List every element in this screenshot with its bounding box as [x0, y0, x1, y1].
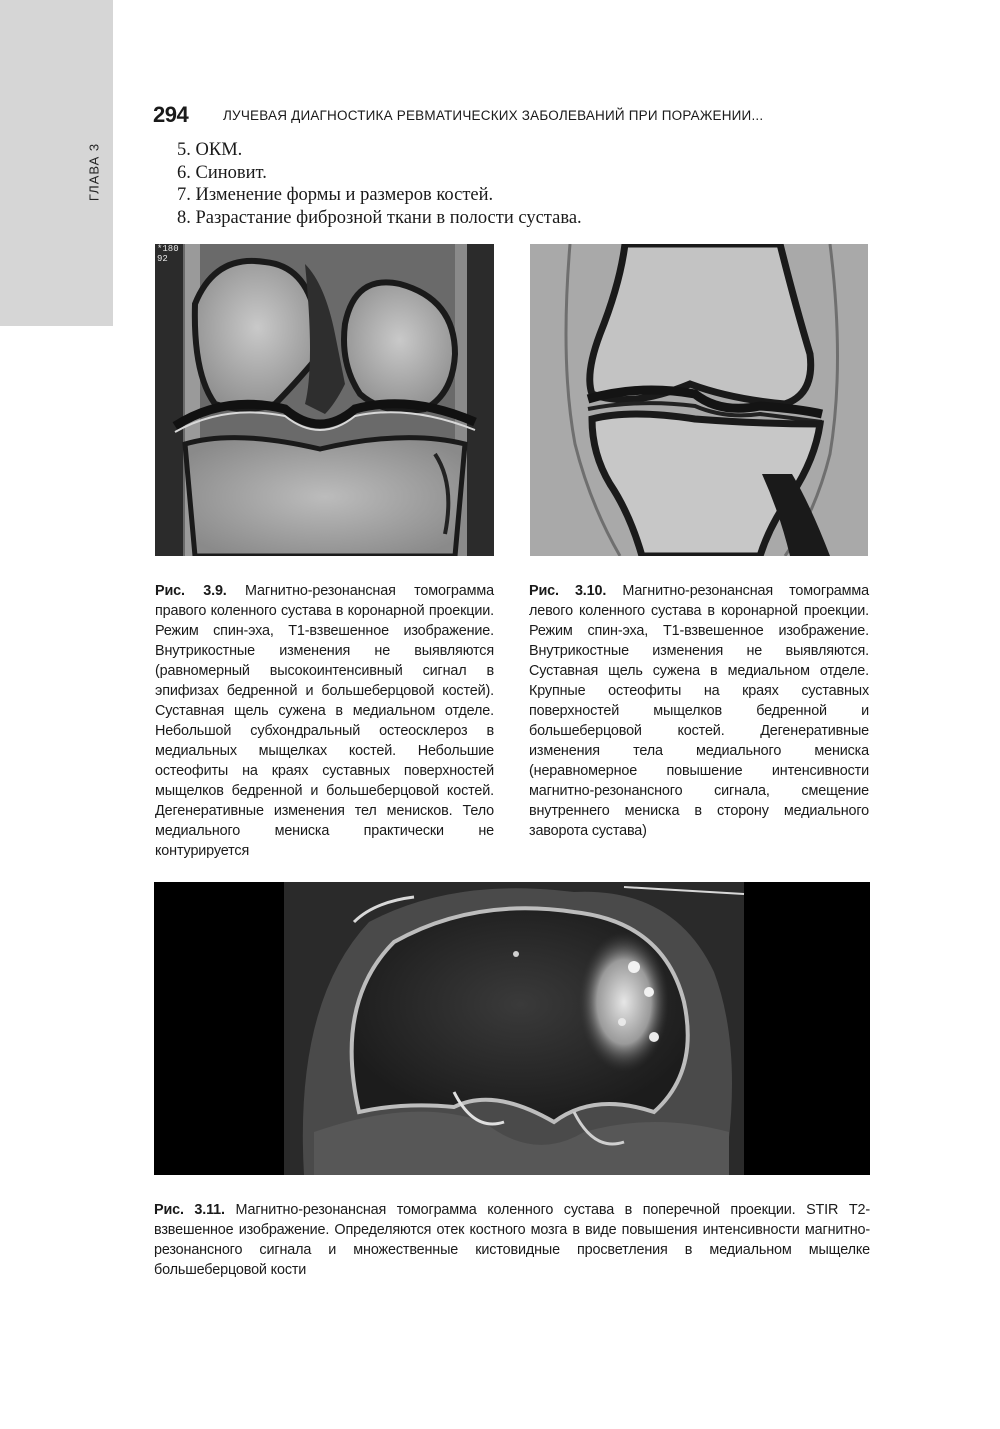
- list-item: 5. ОКМ.: [177, 140, 243, 160]
- mri-image-fig-3-11: [154, 882, 870, 1175]
- mri-image-fig-3-10: [530, 244, 868, 556]
- mri-knee-axial: [154, 882, 870, 1175]
- mri-image-fig-3-9: [155, 244, 494, 556]
- mri-knee-coronal-left: [530, 244, 868, 556]
- overlay-line: *180: [157, 244, 179, 254]
- caption-text: Магнитно-резонансная томограмма левого коленного сустава в коронарной проекции. Режим спин-эха, Т1-взвешенное изображение. Внутрикостные изменения не выявляются. Суставная щель сужена в медиальном отделе. Крупные остеофиты на краях суставных поверхностей мыщелков бедренной и большеберцовой костей. Дегенеративные изменения тела медиального мениска (неравномерное повышение интенсивности магнитно-резонансного сигнала, смещение внутреннего мениска в сторону медиального заворота сустава): [529, 583, 869, 840]
- page-number: 294: [153, 102, 189, 127]
- figure-caption-3-9: [155, 581, 494, 861]
- chapter-side-tab: [0, 0, 113, 326]
- caption-label: Рис. 3.10.: [529, 583, 607, 600]
- mri-overlay-text: [157, 244, 179, 264]
- mri-knee-coronal-right: [155, 244, 494, 556]
- list-item: 7. Изменение формы и размеров костей.: [177, 185, 494, 205]
- running-head: [153, 102, 873, 130]
- list-item: 6. Синовит.: [177, 162, 267, 183]
- list-item: 8. Разрастание фиброзной ткани в полости сустава.: [177, 207, 582, 228]
- numbered-list: [177, 139, 582, 229]
- running-title: ЛУЧЕВАЯ ДИАГНОСТИКА РЕВМАТИЧЕСКИХ ЗАБОЛЕВАНИЙ ПРИ ПОРАЖЕНИИ...: [223, 108, 764, 123]
- caption-text: Магнитно-резонансная томограмма коленного сустава в поперечной проекции. STIR Т2-взвешенное изображение. Определяются отек костного мозга в виде повышения интенсивности магнитно-резонансного сигнала и множественные кистовидные просветления в медиальном мыщелке большеберцовой кости: [154, 1202, 870, 1279]
- chapter-label: ГЛАВА 3: [86, 142, 102, 202]
- overlay-line: 92: [157, 254, 168, 264]
- caption-label: Рис. 3.11.: [154, 1202, 225, 1219]
- figure-caption-3-10: [529, 581, 869, 841]
- caption-label: Рис. 3.9.: [155, 583, 227, 600]
- figure-caption-3-11: [154, 1200, 870, 1280]
- caption-text: Магнитно-резонансная томограмма правого коленного сустава в коронарной проекции. Режим спин-эха, Т1-взвешенное изображение. Внутрикостные изменения не выявляются (равномерный высокоинтенсивный сигнал в эпифизах бедренной и большеберцовой костей). Суставная щель сужена в медиальном отделе. Небольшой субхондральный остеосклероз в медиальных мыщелках костей. Небольшие остеофиты на краях суставных поверхностей мыщелков бедренной и большеберцовой костей. Дегенеративные изменения тел менисков. Тело медиального мениска практически не контурируется: [155, 583, 494, 860]
